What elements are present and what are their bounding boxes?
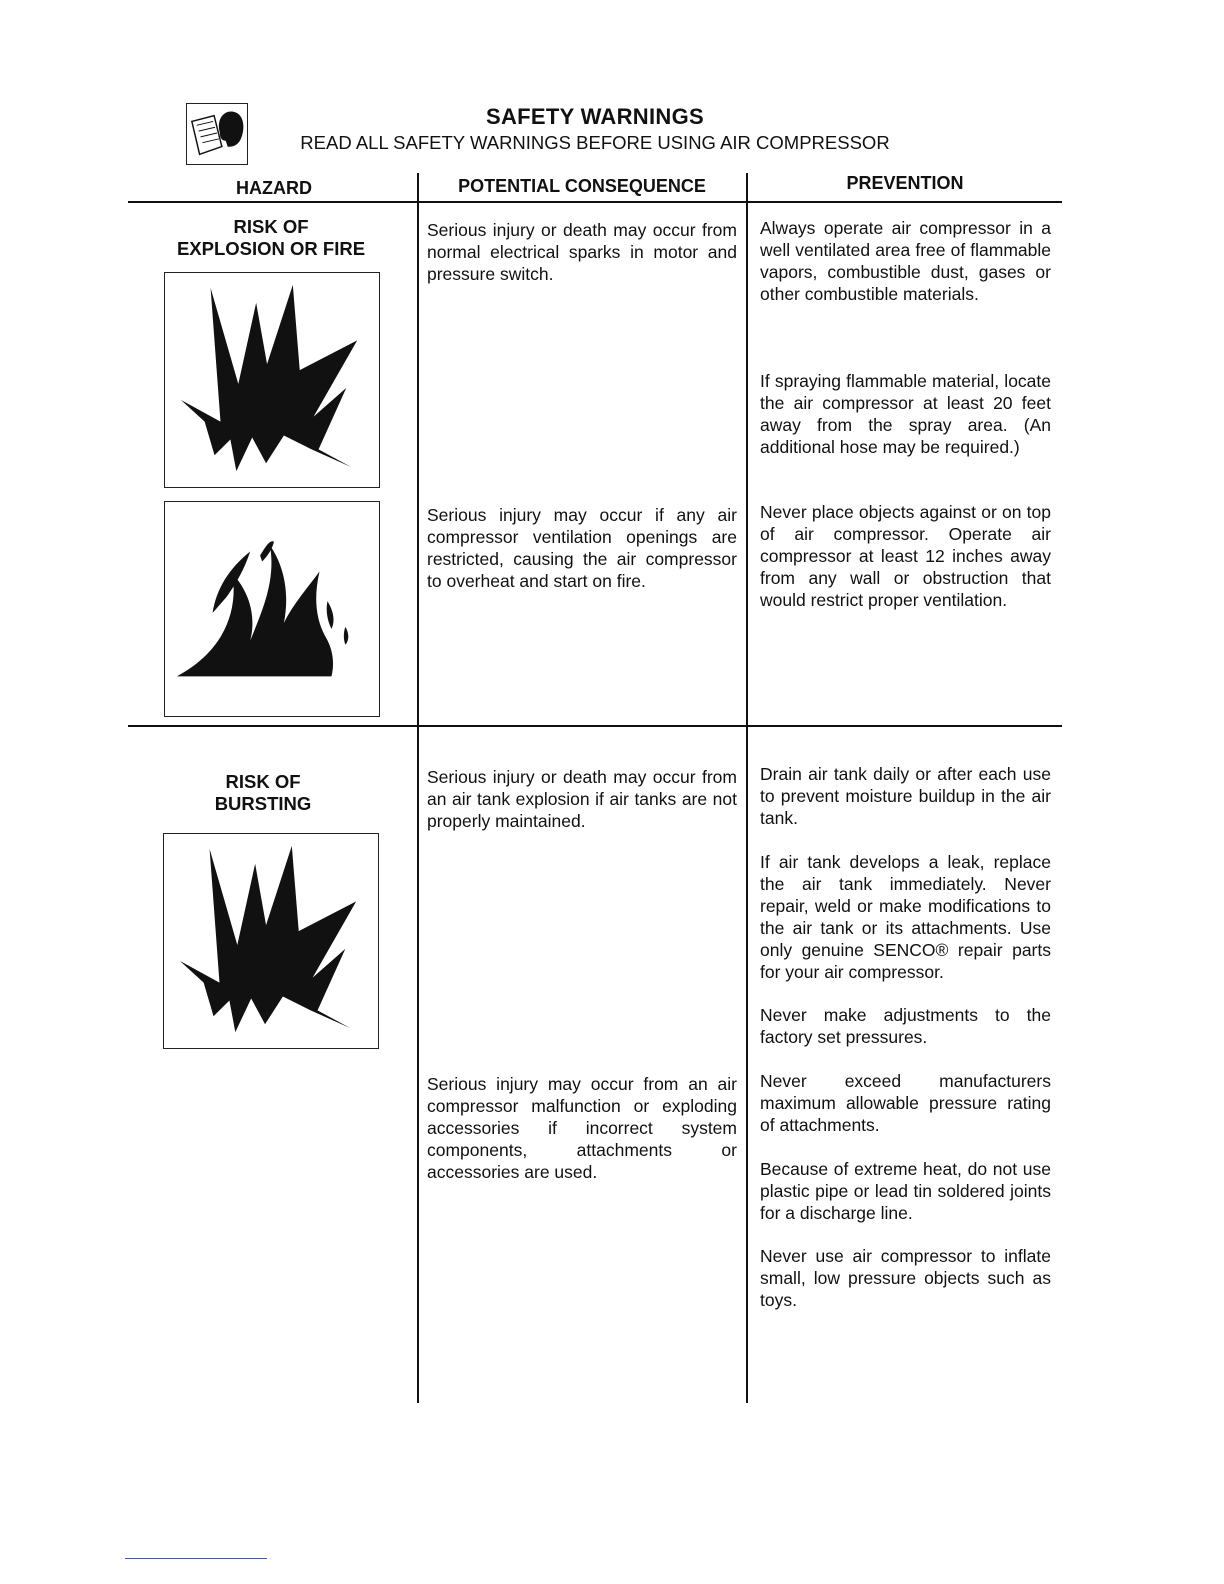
explosion-icon xyxy=(163,833,379,1049)
section-divider xyxy=(128,725,1062,727)
prevention-text: Because of extreme heat, do not use plastic pipe or lead tin soldered joints for a discharge line. xyxy=(760,1159,1051,1223)
consequence-text: Serious injury may occur from an air compressor malfunction or exploding accessories if incorrect system components, attachments or accessories are used. xyxy=(427,1074,737,1182)
column-header-consequence: POTENTIAL CONSEQUENCE xyxy=(458,176,706,196)
hazard-label-bursting: RISK OF BURSTING xyxy=(214,771,312,814)
prevention-text: Drain air tank daily or after each use to prevent moisture buildup in the air tank. xyxy=(760,764,1051,828)
prevention-text: Never place objects against or on top of air compressor. Operate air compressor at least 12 inches away from any wall or obstruction that would restrict proper ventilation. xyxy=(760,502,1051,610)
prevention-text: Never use air compressor to inflate small, low pressure objects such as toys. xyxy=(760,1246,1051,1310)
footer-rule xyxy=(125,1558,267,1559)
explosion-icon xyxy=(164,272,380,488)
header-divider xyxy=(128,201,1062,203)
column-divider-left xyxy=(417,173,419,1403)
page-title: SAFETY WARNINGS xyxy=(485,104,704,129)
prevention-text: Always operate air compressor in a well ventilated area free of flammable vapors, combustible dust, gases or other combustible materials. xyxy=(760,218,1051,304)
prevention-text: Never make adjustments to the factory set pressures. xyxy=(760,1005,1051,1047)
prevention-text: If air tank develops a leak, replace the air tank immediately. Never repair, weld or make modifications to the air tank or its attachments. Use only genuine SENCO® repair parts for your air compressor. xyxy=(760,852,1051,982)
read-manual-icon xyxy=(186,103,248,165)
fire-icon xyxy=(164,501,380,717)
column-divider-right xyxy=(746,173,748,1403)
hazard-label-explosion-fire: RISK OF EXPLOSION OR FIRE xyxy=(176,216,366,259)
consequence-text: Serious injury or death may occur from normal electrical sparks in motor and pressure switch. xyxy=(427,220,737,284)
consequence-text: Serious injury may occur if any air compressor ventilation openings are restricted, causing the air compressor to overheat and start on fire. xyxy=(427,505,737,591)
column-header-hazard: HAZARD xyxy=(236,178,312,198)
prevention-text: If spraying flammable material, locate the air compressor at least 20 feet away from the spray area. (An additional hose may be required.) xyxy=(760,371,1051,457)
column-header-prevention: PREVENTION xyxy=(846,173,964,193)
consequence-text: Serious injury or death may occur from an air tank explosion if air tanks are not properly maintained. xyxy=(427,767,737,831)
page-subtitle: READ ALL SAFETY WARNINGS BEFORE USING AIR COMPRESSOR xyxy=(300,132,890,153)
prevention-text: Never exceed manufacturers maximum allowable pressure rating of attachments. xyxy=(760,1071,1051,1135)
